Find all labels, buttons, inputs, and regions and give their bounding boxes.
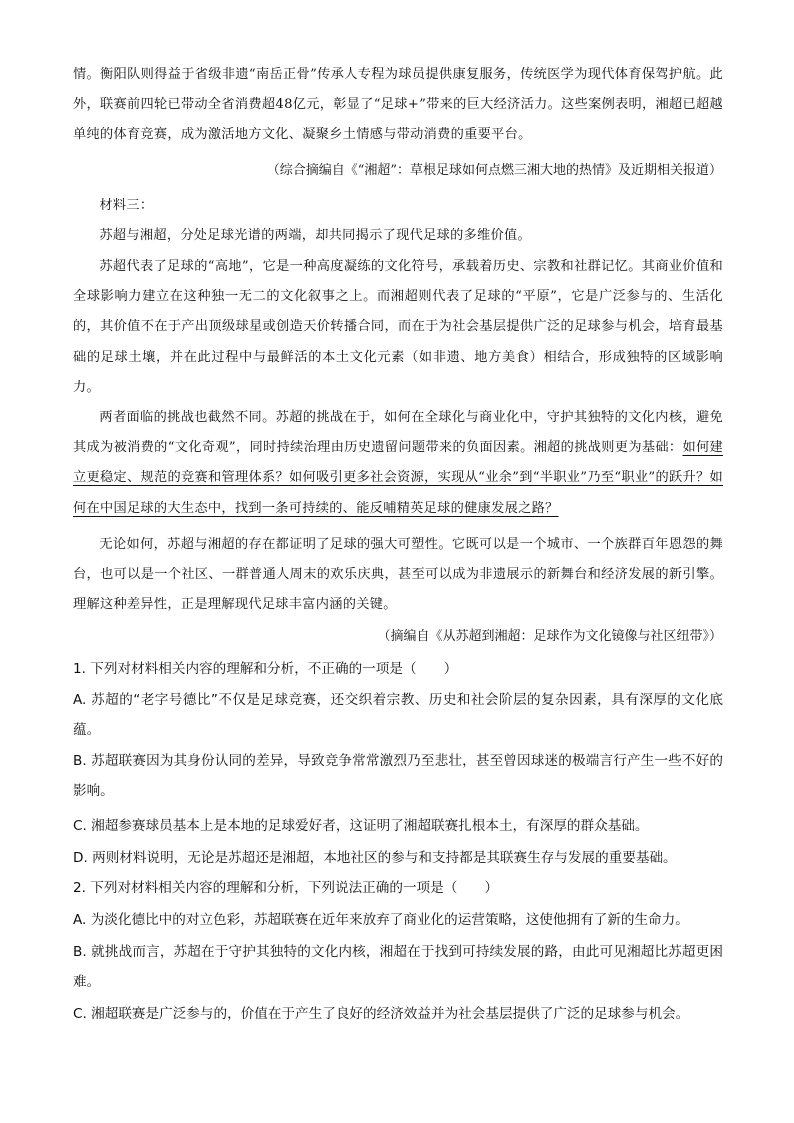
question-1-stem: 1. 下列对材料相关内容的理解和分析，不正确的一项是（ ） <box>73 661 458 677</box>
question-1-option-c: C. 湘超参赛球员基本上是本地的足球爱好者，这证明了湘超联赛扎根本土，有深厚的群众基础。 <box>73 818 649 834</box>
material3-paragraph-1: 苏超与湘超，分处足球光谱的两端，却共同揭示了现代足球的多维价值。 <box>99 228 531 243</box>
question-2-option-a: A. 为淡化德比中的对立色彩，苏超联赛在近年来放弃了商业化的运营策略，这使他拥有了新的生命力。 <box>73 912 689 928</box>
material3-paragraph-4: 无论如何，苏超与湘超的存在都证明了足球的强大可塑性。它既可以是一个城市、一个族群百年恩怨的舞台，也可以是一个社区、一群普通人周末的欢乐庆典，甚至可以成为非遗展示的新舞台和经济发展的新引擎。理解这种差异性，正是理解现代足球丰富内涵的关键。 <box>73 537 723 613</box>
material3-paragraph-2: 苏超代表了足球的“高地”，它是一种高度凝练的文化符号，承载着历史、宗教和社群记忆。其商业价值和全球影响力建立在这种独一无二的文化叙事之上。而湘超则代表了足球的“平原”，它是广泛参与的、生活化的，其价值不在于产出顶级球星或创造天价转播合同，而在于为社会基层提供广泛的足球参与机会，培育最基础的足球土壤，并在此过程中与最鲜活的本土文化元素（如非遗、地方美食）相结合，形成独特的区域影响力。 <box>73 259 723 395</box>
question-1-option-a: A. 苏超的“老字号德比”不仅是足球竞赛，还交织着宗教、历史和社会阶层的复杂因素，具有深厚的文化底蕴。 <box>73 692 723 739</box>
underlined-questions: 如何建立更稳定、规范的竞赛和管理体系？如何吸引更多社会资源，实现从“业余”到“半职业”乃至“职业”的跃升？如何在中国足球的大生态中，找到一条可持续的、能反哺精英足球的健康发展之路？ <box>73 440 723 516</box>
material3-source: （摘编自《从苏超到湘超：足球作为文化镜像与社区纽带》） <box>377 629 722 644</box>
question-2-stem: 2. 下列对材料相关内容的理解和分析，下列说法正确的一项是（ ） <box>73 880 499 896</box>
question-1-option-b: B. 苏超联赛因为其身份认同的差异，导致竞争常常激烈乃至悲壮，甚至曾因球迷的极端言行产生一些不好的影响。 <box>73 753 723 800</box>
question-2-option-c: C. 湘超联赛是广泛参与的，价值在于产生了良好的经济效益并为社会基层提供了广泛的足球参与机会。 <box>73 1006 690 1022</box>
material3-heading: 材料三： <box>99 198 154 213</box>
paragraph-3-text: 两者面临的挑战也截然不同。苏超的挑战在于，如何在全球化与商业化中，守护其独特的文化内核，避免其成为被消费的“文化奇观”，同时持续治理由历史遗留问题带来的负面因素。湘超的挑战则更为基础： <box>73 410 723 456</box>
material2-source: （综合摘编自《“湘超”：草根足球如何点燃三湘大地的热情》及近期相关报道） <box>266 163 722 178</box>
question-1-option-d: D. 两则材料说明，无论是苏超还是湘超，本地社区的参与和支持都是其联赛生存与发展的重要基础。 <box>73 850 677 866</box>
material2-tail-paragraph: 情。衡阳队则得益于省级非遗“南岳正骨”传承人专程为球员提供康复服务，传统医学为现代体育保驾护航。此外，联赛前四轮已带动全省消费超48亿元，彰显了“足球+”带来的巨大经济活力。这些案例表明，湘超已超越单纯的体育竞赛，成为激活地方文化、凝聚乡土情感与带动消费的重要平台。 <box>73 67 723 143</box>
material3-paragraph-3 <box>73 403 723 524</box>
question-2-option-b: B. 就挑战而言，苏超在于守护其独特的文化内核，湘超在于找到可持续发展的路，由此可见湘超比苏超更困难。 <box>73 944 723 991</box>
